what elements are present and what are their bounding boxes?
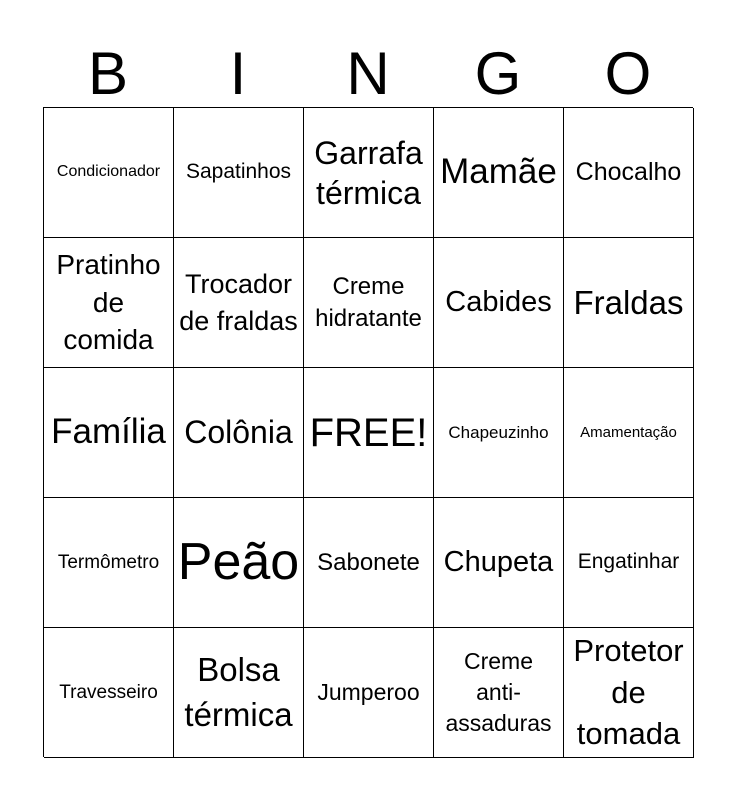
cell-label: Fraldas [573, 283, 684, 321]
header-letter-g: G [474, 40, 522, 107]
bingo-cell[interactable] [564, 368, 694, 498]
bingo-cell[interactable] [564, 628, 694, 758]
bingo-cell[interactable] [174, 498, 304, 628]
bingo-cell[interactable] [564, 108, 694, 238]
cell-label: Peão [177, 532, 300, 591]
free-space[interactable] [304, 368, 434, 498]
cell-label: Mamãe [440, 152, 557, 192]
cell-label: Condicionador [56, 163, 161, 181]
bingo-cell[interactable] [44, 108, 174, 238]
bingo-cell[interactable] [434, 108, 564, 238]
cell-label: Sapatinhos [185, 160, 292, 184]
cell-label: Protetor de tomada [573, 632, 684, 752]
bingo-cell[interactable] [564, 498, 694, 628]
header-letter-o: O [604, 40, 652, 107]
bingo-cell[interactable] [44, 368, 174, 498]
free-space-label: FREE! [309, 410, 428, 455]
cell-label: Sabonete [317, 548, 420, 576]
bingo-cell[interactable] [304, 108, 434, 238]
cell-label: Chupeta [443, 545, 554, 578]
cell-label: Travesseiro [59, 681, 158, 703]
cell-label: Chapeuzinho [448, 422, 549, 442]
header-letter-n: N [346, 40, 390, 107]
bingo-cell[interactable] [174, 368, 304, 498]
cell-label: Jumperoo [317, 679, 420, 706]
cell-label: Cabides [445, 285, 552, 318]
bingo-cell[interactable] [564, 238, 694, 368]
cell-label: Amamentação [580, 423, 677, 441]
cell-label: Família [51, 412, 166, 452]
cell-label: Creme anti-assaduras [445, 647, 552, 737]
bingo-cell[interactable] [44, 498, 174, 628]
bingo-cell[interactable] [304, 238, 434, 368]
cell-label: Engatinhar [577, 550, 680, 574]
cell-label: Garrafa térmica [314, 134, 423, 211]
bingo-cell[interactable] [174, 238, 304, 368]
bingo-card [43, 107, 693, 757]
bingo-header [43, 40, 693, 108]
bingo-cell[interactable] [174, 628, 304, 758]
cell-label: Colônia [184, 414, 293, 451]
bingo-cell[interactable] [434, 368, 564, 498]
cell-label: Pratinho de comida [56, 248, 161, 356]
header-letter-b: B [87, 40, 129, 107]
header-letter-i: I [229, 40, 247, 107]
bingo-cell[interactable] [44, 238, 174, 368]
bingo-cell[interactable] [434, 628, 564, 758]
bingo-cell[interactable] [304, 498, 434, 628]
cell-label: Creme hidratante [315, 273, 422, 332]
bingo-cell[interactable] [44, 628, 174, 758]
bingo-cell[interactable] [304, 628, 434, 758]
bingo-cell[interactable] [434, 498, 564, 628]
bingo-cell[interactable] [434, 238, 564, 368]
cell-label: Termômetro [57, 551, 160, 573]
cell-label: Chocalho [575, 158, 682, 187]
cell-label: Bolsa térmica [184, 650, 293, 733]
cell-label: Trocador de fraldas [179, 269, 298, 336]
bingo-cell[interactable] [174, 108, 304, 238]
